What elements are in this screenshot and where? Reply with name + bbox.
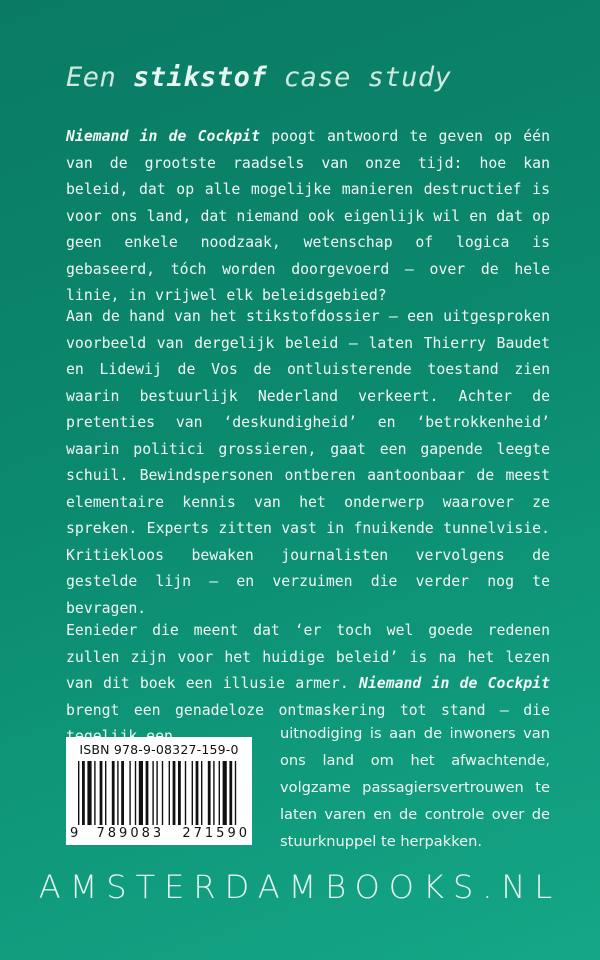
blurb-paragraph-2 — [66, 304, 550, 622]
book-title-2: Niemand in de Cockpit — [358, 675, 550, 692]
tagline-post: case study — [267, 62, 452, 93]
tagline-pre: Een — [66, 62, 134, 93]
isbn-barcode — [66, 737, 252, 845]
blurb-tail: uitnodiging is aan de inwoners van ons land om het afwachtende, volgzame passagiersvertrouwen te laten varen en de controle over de stuurknuppel te herpakken. — [280, 725, 550, 850]
p1-text: poogt antwoord te geven op één van de grootste raadsels van onze tijd: hoe kan beleid, dat op alle mogelijke manieren destructief is voor ons land, dat niemand ook eigenlijk wil en dat op geen enkele noodzaak, wetenschap of logica is gebaseerd, tóch worden doorgevoerd – over de hele linie, in vrijwel elk beleidsgebied? — [66, 128, 550, 304]
p2-text: Aan de hand van het stikstofdossier – een uitgesproken voorbeeld van dergelijk beleid – laten Thierry Baudet en Lidewij de Vos de ontluisterende toestand zien waarin bestuurlijk Nederland verkeert. Achter de pretenties van ‘deskundigheid’ en ‘betrokkenheid’ waarin politici grossieren, gaat een gapende leegte schuil. Bewindspersonen ontberen aantoonbaar de meest elementaire kennis van het onderwerp waarover ze spreken. Experts zitten vast in fnuikende tunnelvisie. Kritiekloos bewaken journalisten vervolgens de gestelde lijn – en verzuimen die verder nog te bevragen. — [66, 308, 550, 617]
barcode-digits-right: 271590 — [182, 826, 250, 841]
isbn-label: ISBN 978-9-08327-159-0 — [79, 742, 239, 757]
barcode-digits — [70, 826, 250, 841]
p3-post: brengt een genadeloze ontmaskering tot stand – die — [66, 701, 550, 719]
cover-tagline — [66, 62, 451, 93]
publisher-website: AMSTERDAMBOOKS.NL — [38, 868, 562, 906]
p3-pre: Eenieder die meent dat ‘er toch wel goede redenen zullen zijn voor het huidige beleid’ is na het lezen van dit boek een illusie armer. — [66, 622, 550, 692]
barcode-bars — [76, 761, 244, 827]
barcode-digit-first: 9 — [70, 826, 79, 841]
tagline-bold: stikstof — [133, 62, 268, 93]
barcode-digits-left: 789083 — [96, 826, 165, 841]
book-title-1: Niemand in de Cockpit — [66, 128, 260, 145]
blurb-paragraph-1 — [66, 124, 550, 310]
